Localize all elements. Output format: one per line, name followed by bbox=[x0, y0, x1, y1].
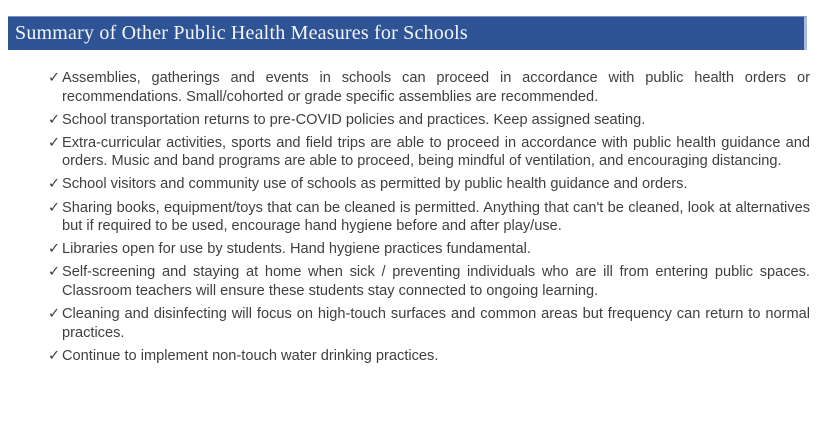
checkmark-icon: ✓ bbox=[48, 199, 61, 216]
list-item-text: Extra-curricular activities, sports and field trips are able to proceed in accordance with public health guidance and orders. Music and band programs are able to proceed, being mindful of ventilation, and encouraging distancing. bbox=[62, 134, 810, 170]
list-item-text: Assemblies, gatherings and events in schools can proceed in accordance with public health orders or recommendations. Small/cohorted or grade specific assemblies are recommended. bbox=[62, 70, 810, 105]
list-item bbox=[48, 263, 810, 300]
list-item-text: School transportation returns to pre-COVID policies and practices. Keep assigned seating. bbox=[62, 111, 646, 128]
list-item-text: Sharing books, equipment/toys that can be cleaned is permitted. Anything that can't be cleaned, look at alternatives but if required to be used, encourage hand hygiene before and after play/use. bbox=[62, 199, 810, 235]
checkmark-icon: ✓ bbox=[48, 306, 61, 323]
list-item bbox=[48, 111, 810, 130]
title-bar bbox=[8, 16, 807, 50]
checkmark-icon: ✓ bbox=[48, 134, 61, 151]
list-item bbox=[48, 305, 810, 342]
checkmark-icon: ✓ bbox=[48, 241, 61, 258]
page-title: Summary of Other Public Health Measures for Schools bbox=[15, 22, 468, 44]
list-item bbox=[48, 199, 810, 236]
list-item-text: Libraries open for use by students. Hand hygiene practices fundamental. bbox=[62, 241, 531, 258]
list-item bbox=[48, 347, 810, 366]
list-item bbox=[48, 69, 810, 106]
list-item bbox=[48, 240, 810, 259]
list-item-text: Cleaning and disinfecting will focus on high-touch surfaces and common areas but frequency can return to normal practices. bbox=[62, 306, 810, 341]
checkmark-icon: ✓ bbox=[48, 111, 61, 128]
checkmark-icon: ✓ bbox=[48, 70, 61, 86]
checkmark-icon: ✓ bbox=[48, 347, 61, 364]
measures-list bbox=[48, 69, 810, 370]
list-item-text: School visitors and community use of schools as permitted by public health guidance and orders. bbox=[62, 176, 688, 193]
list-item-text: Continue to implement non-touch water drinking practices. bbox=[62, 347, 439, 364]
checkmark-icon: ✓ bbox=[48, 176, 61, 193]
list-item bbox=[48, 134, 810, 171]
list-item bbox=[48, 175, 810, 194]
checkmark-icon: ✓ bbox=[48, 264, 61, 281]
list-item-text: Self-screening and staying at home when sick / preventing individuals who are ill from entering public spaces. Classroom teachers will ensure these students stay connected to ongoing learning. bbox=[62, 264, 810, 299]
